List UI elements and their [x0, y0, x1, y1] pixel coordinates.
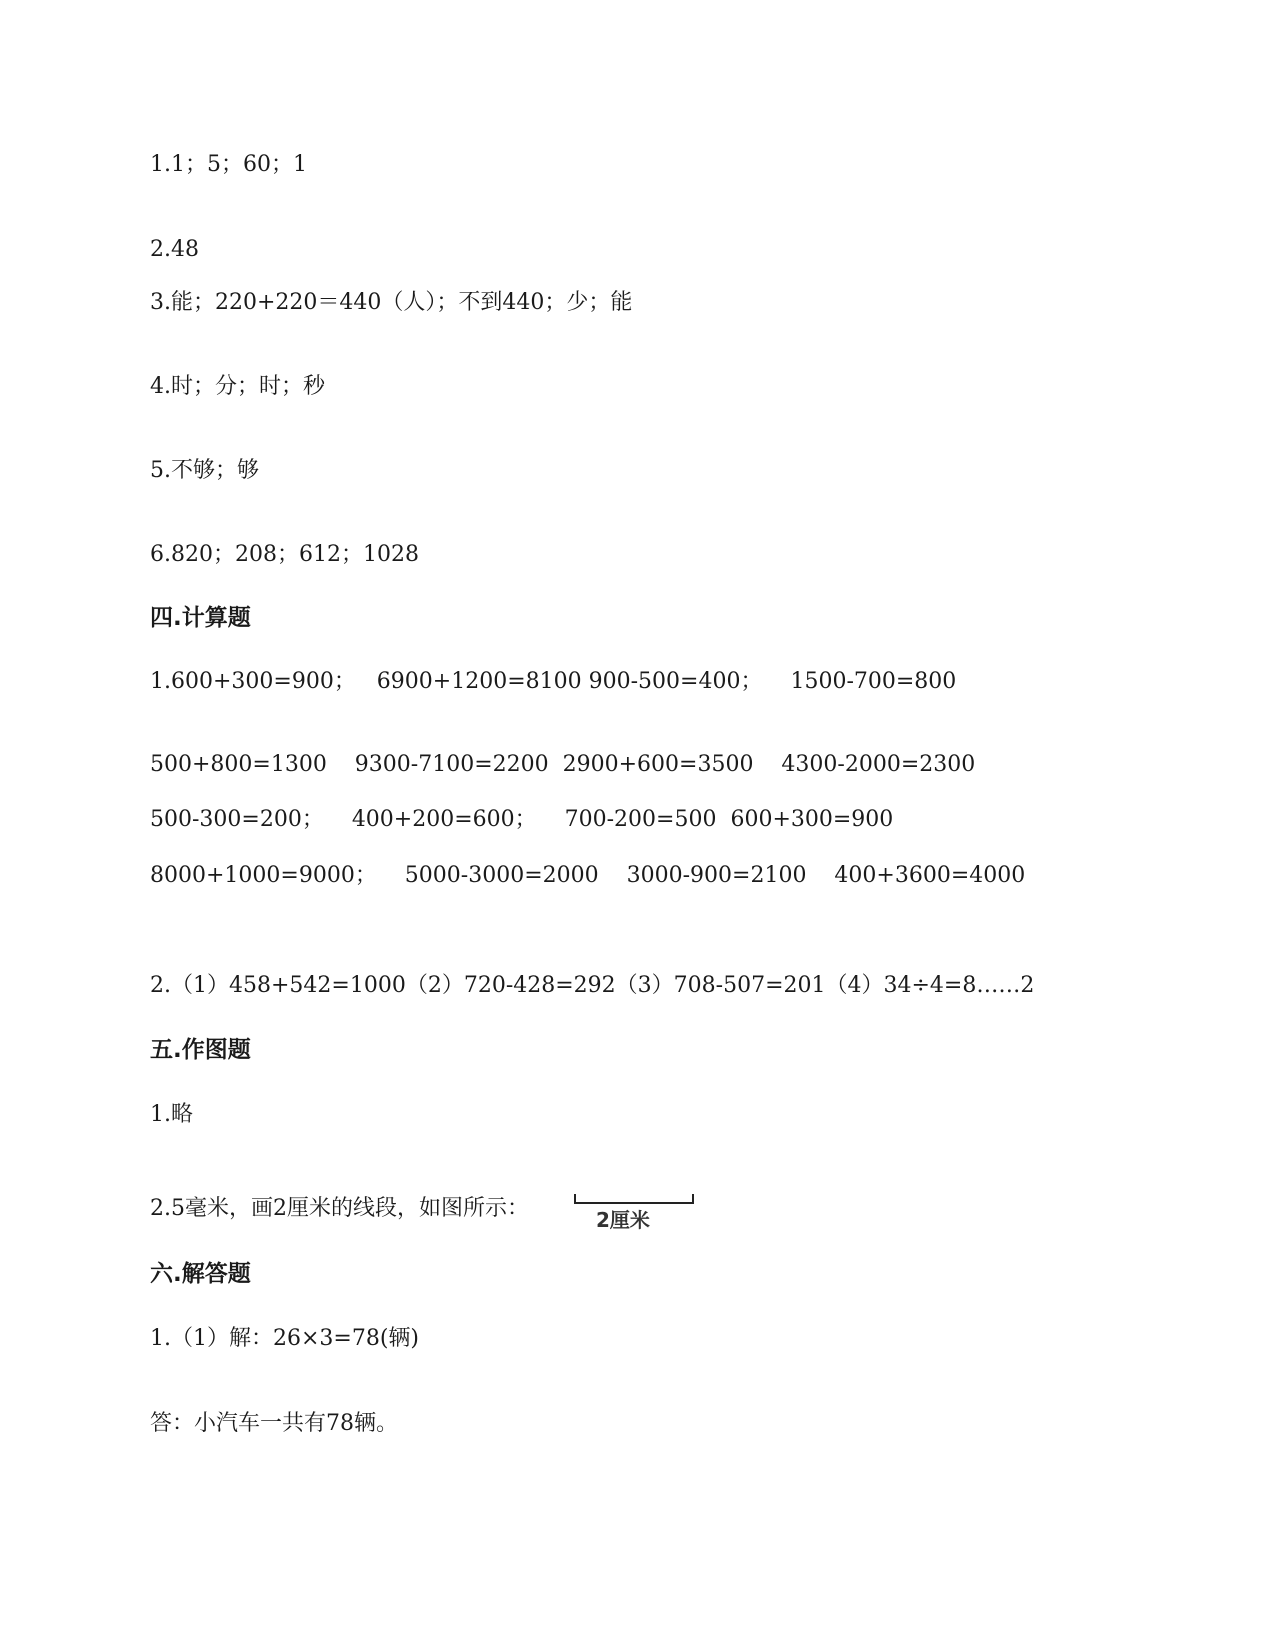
section-heading-drawing: 五.作图题 [150, 1037, 251, 1063]
segment-line [574, 1194, 694, 1204]
calc-line-4: 8000+1000=9000； 5000-3000=2000 3000-900=2100 400+3600=4000 [150, 863, 1026, 888]
fill-answer-6: 6.820；208；612；1028 [150, 542, 419, 567]
calc-line-5: 2.（1）458+542=1000（2）720-428=292（3）708-507=201（4）34÷4=8……2 [150, 973, 1035, 998]
drawing-answer-1: 1.略 [150, 1102, 193, 1127]
segment-figure [572, 1190, 694, 1230]
calc-line-1: 1.600+300=900； 6900+1200=8100 900-500=400； 1500-700=800 [150, 669, 957, 694]
fill-answer-3: 3.能；220+220＝440（人）；不到440；少；能 [150, 290, 633, 315]
fill-answer-5: 5.不够；够 [150, 458, 259, 483]
fill-answer-1: 1.1；5；60；1 [150, 152, 307, 177]
section-heading-solution: 六.解答题 [150, 1261, 251, 1287]
fill-answer-4: 4.时；分；时；秒 [150, 374, 325, 399]
solution-line-1: 1.（1）解：26×3=78(辆) [150, 1326, 420, 1351]
calc-line-3: 500-300=200； 400+200=600； 700-200=500 600+300=900 [150, 807, 894, 832]
section-heading-calculation: 四.计算题 [150, 605, 251, 631]
solution-line-2: 答：小汽车一共有78辆。 [150, 1411, 398, 1436]
calc-line-2: 500+800=1300 9300-7100=2200 2900+600=3500 4300-2000=2300 [150, 752, 976, 777]
segment-label: 2厘米 [596, 1208, 650, 1232]
fill-answer-2: 2.48 [150, 237, 199, 262]
drawing-answer-2: 2.5毫米，画2厘米的线段，如图所示： [150, 1196, 529, 1221]
